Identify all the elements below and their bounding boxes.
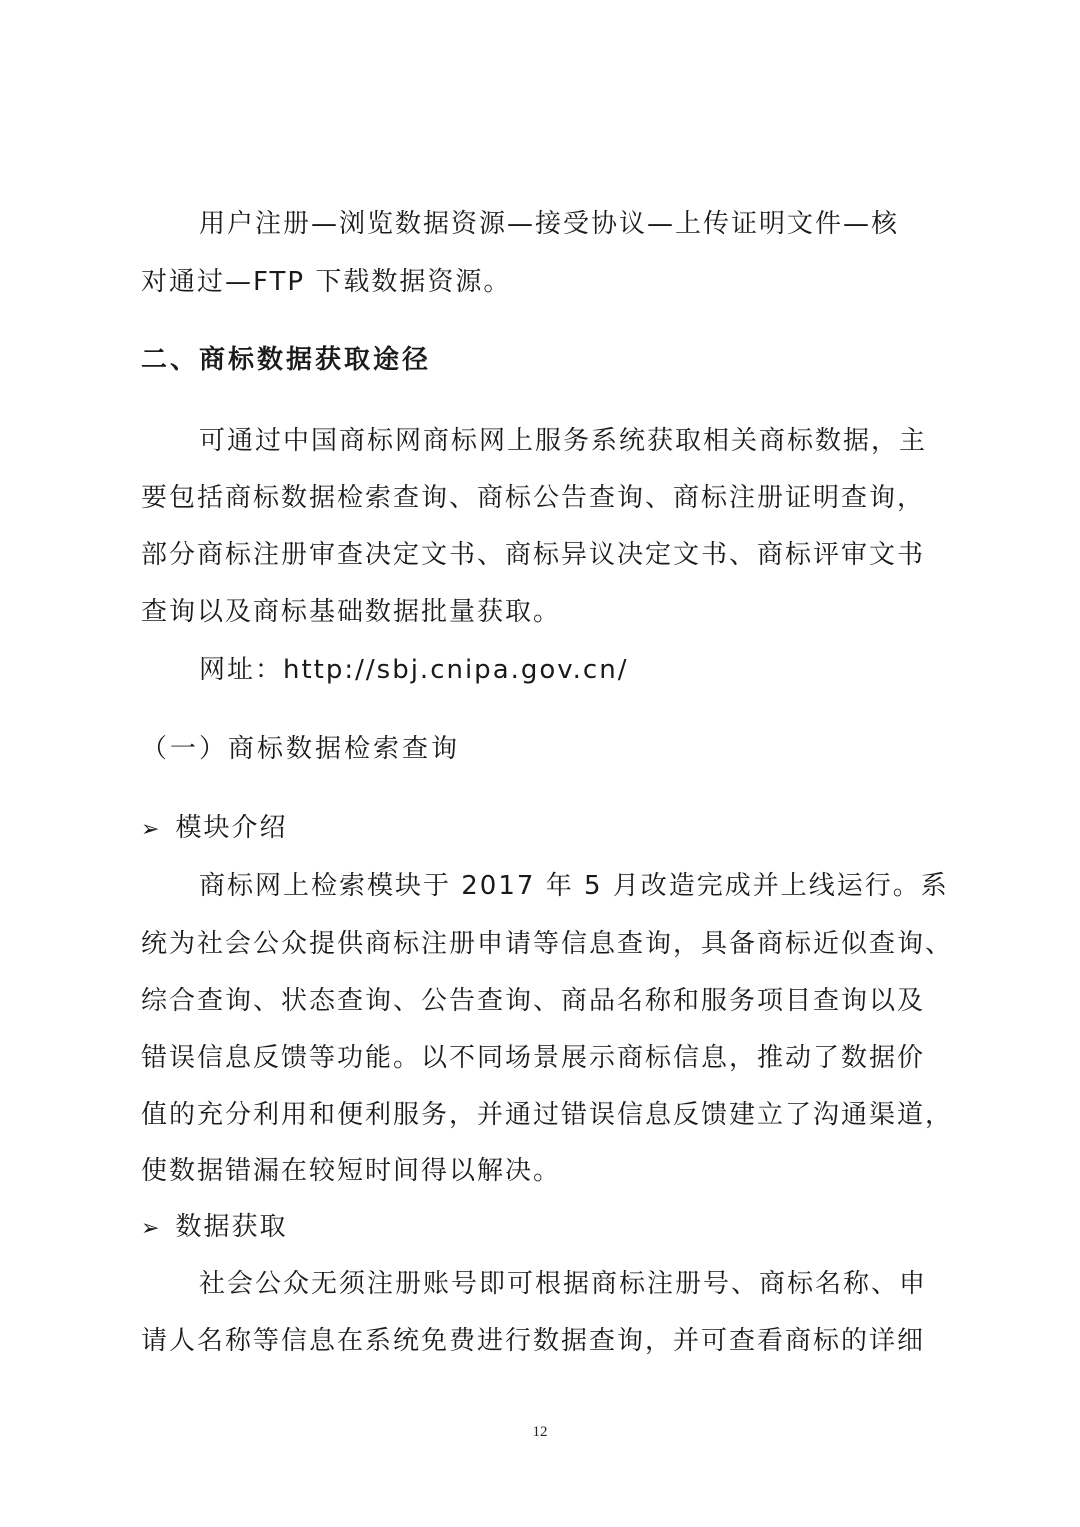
- bullet-label: 模块介绍: [175, 813, 288, 843]
- bullet-item-data-access: [141, 1209, 287, 1247]
- bullet-arrow-icon: ➢: [141, 1216, 162, 1241]
- paragraph-line: 要包括商标数据检索查询、商标公告查询、商标注册证明查询，: [141, 483, 926, 513]
- paragraph-line: 使数据错漏在较短时间得以解决。: [141, 1156, 562, 1186]
- paragraph-line: 综合查询、状态查询、公告查询、商品名称和服务项目查询以及: [141, 986, 926, 1016]
- bullet-arrow-icon: ➢: [141, 817, 162, 842]
- paragraph-line: 商标网上检索模块于 2017 年 5 月改造完成并上线运行。系: [199, 871, 949, 901]
- paragraph-line: 值的充分利用和便利服务，并通过错误信息反馈建立了沟通渠道，: [141, 1100, 954, 1130]
- bullet-item-module-intro: [141, 810, 287, 848]
- bullet-label: 数据获取: [175, 1212, 288, 1242]
- paragraph-line: 部分商标注册审查决定文书、商标异议决定文书、商标评审文书: [141, 540, 926, 570]
- paragraph-line: 可通过中国商标网商标网上服务系统获取相关商标数据，主: [199, 426, 928, 456]
- paragraph-line: 统为社会公众提供商标注册申请等信息查询，具备商标近似查询、: [141, 929, 954, 959]
- paragraph-line: 社会公众无须注册账号即可根据商标注册号、商标名称、申: [199, 1269, 928, 1299]
- paragraph-line: 用户注册—浏览数据资源—接受协议—上传证明文件—核: [199, 209, 900, 239]
- paragraph-line: 错误信息反馈等功能。以不同场景展示商标信息，推动了数据价: [141, 1043, 926, 1073]
- page-number: 12: [532, 1424, 548, 1440]
- paragraph-line: 查询以及商标基础数据批量获取。: [141, 597, 562, 627]
- url-line: 网址：http://sbj.cnipa.gov.cn/: [199, 655, 629, 685]
- paragraph-line: 对通过—FTP 下载数据资源。: [141, 267, 512, 297]
- section-heading: 二、商标数据获取途径: [141, 345, 432, 375]
- subsection-heading: （一）商标数据检索查询: [141, 734, 461, 764]
- paragraph-line: 请人名称等信息在系统免费进行数据查询，并可查看商标的详细: [141, 1326, 926, 1356]
